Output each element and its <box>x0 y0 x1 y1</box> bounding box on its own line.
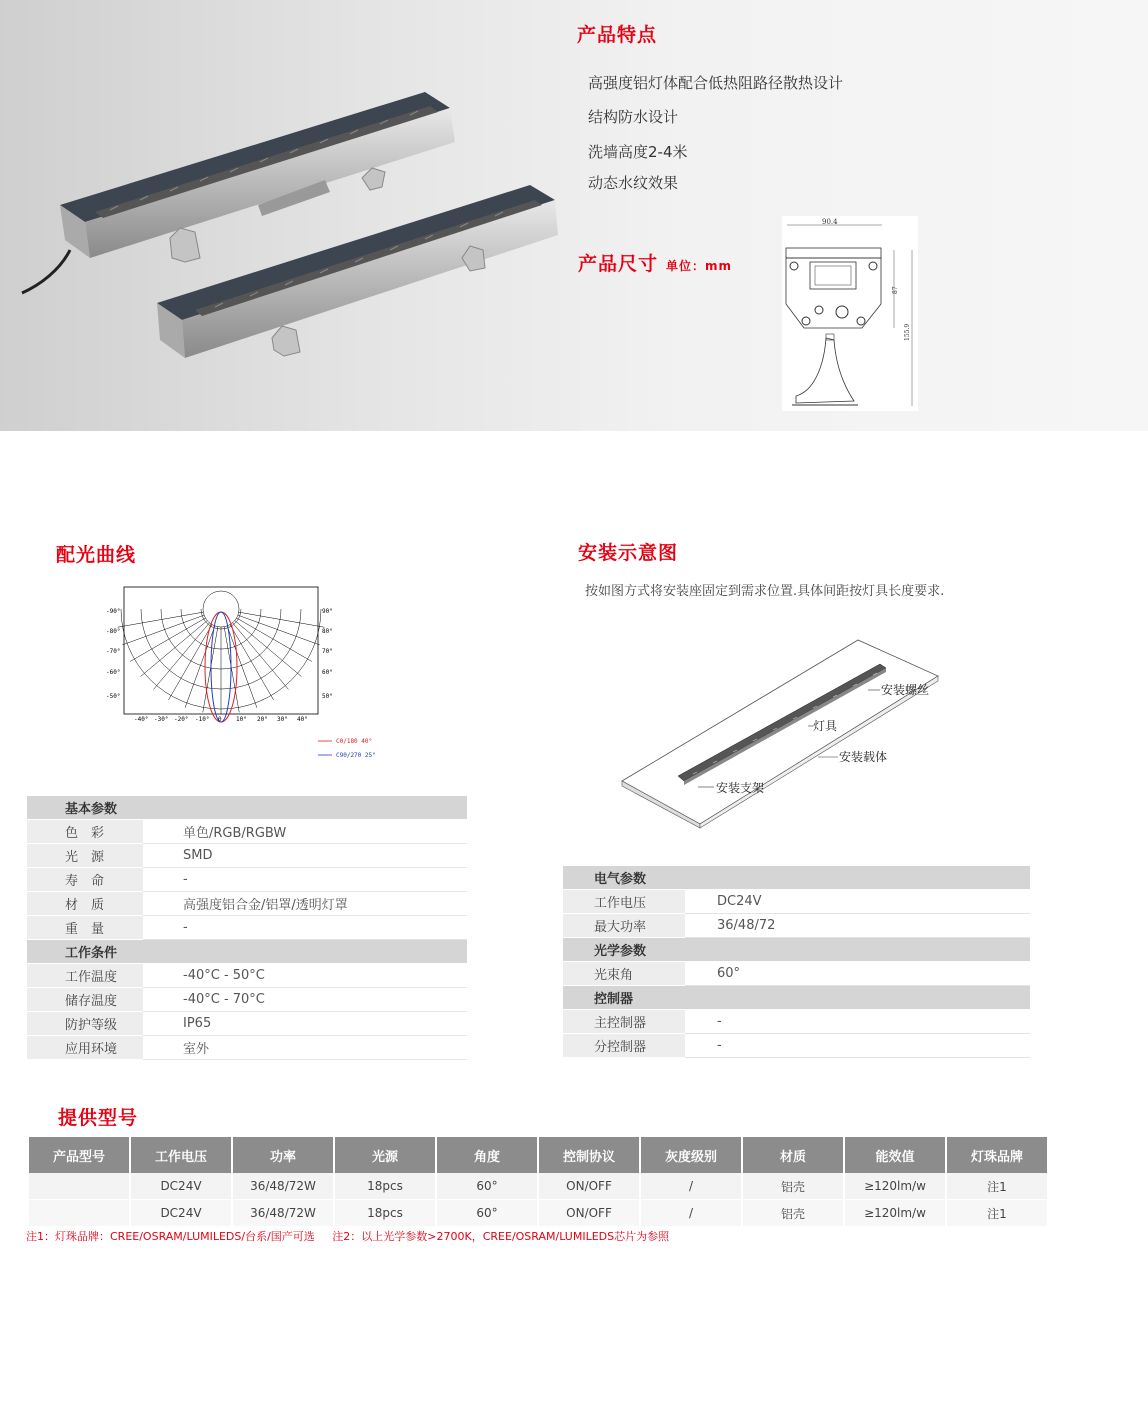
feature-item-3: 洗墙高度2-4米 <box>588 143 688 161</box>
column-header: 控制协议 <box>539 1137 639 1173</box>
table-row <box>563 1034 1030 1058</box>
bottom-angle-label: 40° <box>297 716 308 723</box>
table-cell: 36/48/72W <box>233 1200 333 1227</box>
left-angle-label: -90° <box>106 608 121 615</box>
dim-height-total: 155.9 <box>904 323 911 341</box>
left-angle-label: -70° <box>106 648 121 655</box>
column-header: 角度 <box>437 1137 537 1173</box>
table-row <box>27 892 467 916</box>
bottom-angle-label: 0 <box>218 716 222 723</box>
table-cell: DC24V <box>131 1173 231 1200</box>
dimension-drawing <box>782 216 918 411</box>
models-table <box>27 1137 1049 1227</box>
left-angle-label: -50° <box>106 693 121 700</box>
models-header-row <box>29 1137 1047 1173</box>
column-header: 功率 <box>233 1137 333 1173</box>
electric-params-header: 电气参数 <box>563 866 1030 890</box>
table-section-header <box>563 938 1030 962</box>
legend-c0: C0/180 40° <box>336 738 373 745</box>
light-distribution-chart <box>100 585 390 765</box>
product-image <box>0 0 580 431</box>
column-header: 能效值 <box>845 1137 945 1173</box>
work-conditions-header: 工作条件 <box>27 940 467 964</box>
left-angle-label: -80° <box>106 628 121 635</box>
optical-params-header: 光学参数 <box>563 938 1030 962</box>
param-value: 单色/RGB/RGBW <box>143 820 467 844</box>
table-row <box>563 962 1030 986</box>
bottom-angle-label: -20° <box>174 716 189 723</box>
table-row <box>29 1200 1047 1227</box>
models-title: 提供型号 <box>58 1107 139 1129</box>
dimensions-unit: 单位：mm <box>666 259 733 273</box>
controller-header: 控制器 <box>563 986 1030 1010</box>
table-cell: DC24V <box>131 1200 231 1227</box>
right-angle-label: 80° <box>322 628 333 635</box>
param-value: - <box>143 868 467 892</box>
table-cell: / <box>641 1173 741 1200</box>
param-key: 色 彩 <box>27 820 143 844</box>
param-key: 工作温度 <box>27 964 143 988</box>
table-cell: 18pcs <box>335 1200 435 1227</box>
param-key: 主控制器 <box>563 1010 685 1034</box>
footnote-1: 注1：灯珠品牌：CREE/OSRAM/LUMILEDS/台系/国产可选 <box>26 1230 315 1243</box>
table-cell: ≥120lm/w <box>845 1173 945 1200</box>
left-angle-label: -60° <box>106 669 121 676</box>
hero-banner <box>0 0 1148 431</box>
param-key: 储存温度 <box>27 988 143 1012</box>
right-angle-label: 50° <box>322 693 333 700</box>
bottom-angle-label: 30° <box>277 716 288 723</box>
column-header: 光源 <box>335 1137 435 1173</box>
table-row <box>563 914 1030 938</box>
param-value: 60° <box>685 962 1030 986</box>
table-row <box>563 1010 1030 1034</box>
table-row <box>27 988 467 1012</box>
param-value: - <box>143 916 467 940</box>
legend-c90: C90/270 25° <box>336 752 376 759</box>
install-label-fixture: 灯具 <box>813 719 838 733</box>
param-value: - <box>685 1034 1030 1058</box>
install-diagram <box>618 636 948 836</box>
param-value: 36/48/72 <box>685 914 1030 938</box>
bottom-angle-label: -40° <box>134 716 149 723</box>
param-value: DC24V <box>685 890 1030 914</box>
feature-item-2: 结构防水设计 <box>588 108 679 126</box>
table-row <box>29 1173 1047 1200</box>
param-key: 工作电压 <box>563 890 685 914</box>
param-value: - <box>685 1010 1030 1034</box>
table-cell <box>29 1173 129 1200</box>
electric-params-table <box>563 866 1030 1058</box>
table-cell: ≥120lm/w <box>845 1200 945 1227</box>
bottom-angle-label: -10° <box>195 716 210 723</box>
table-cell: 18pcs <box>335 1173 435 1200</box>
install-label-bracket: 安装支架 <box>716 781 765 795</box>
table-row <box>27 868 467 892</box>
table-cell: 注1 <box>947 1173 1047 1200</box>
param-key: 材 质 <box>27 892 143 916</box>
grid-center <box>203 591 239 627</box>
column-header: 产品型号 <box>29 1137 129 1173</box>
column-header: 工作电压 <box>131 1137 231 1173</box>
table-cell: 60° <box>437 1173 537 1200</box>
dimensions-title-text: 产品尺寸 <box>578 253 659 275</box>
table-row <box>27 964 467 988</box>
table-row <box>27 844 467 868</box>
param-value: -40°C - 70°C <box>143 988 467 1012</box>
table-section-header <box>563 866 1030 890</box>
dim-height-inner: 87 <box>892 286 899 294</box>
table-cell <box>29 1200 129 1227</box>
param-key: 最大功率 <box>563 914 685 938</box>
bottom-angle-label: 10° <box>236 716 247 723</box>
column-header: 灯珠品牌 <box>947 1137 1047 1173</box>
table-section-header <box>27 796 467 820</box>
dimensions-title <box>578 249 732 276</box>
bottom-angle-label: 20° <box>257 716 268 723</box>
table-cell: 60° <box>437 1200 537 1227</box>
right-angle-label: 90° <box>322 608 333 615</box>
feature-item-1: 高强度铝灯体配合低热阻路径散热设计 <box>588 74 844 92</box>
footnotes <box>26 1228 669 1244</box>
dim-width-label: 90.4 <box>822 218 838 226</box>
param-key: 应用环境 <box>27 1036 143 1060</box>
feature-item-4: 动态水纹效果 <box>588 174 679 192</box>
install-note: 按如图方式将安装座固定到需求位置.具体间距按灯具长度要求. <box>585 584 945 599</box>
param-value: SMD <box>143 844 467 868</box>
table-row <box>27 820 467 844</box>
table-row <box>27 916 467 940</box>
install-label-screw: 安装螺丝 <box>881 683 930 697</box>
right-angle-label: 70° <box>322 648 333 655</box>
table-row <box>563 890 1030 914</box>
table-row <box>27 1012 467 1036</box>
column-header: 灰度级别 <box>641 1137 741 1173</box>
param-key: 光 源 <box>27 844 143 868</box>
install-label-carrier: 安装载体 <box>839 750 888 764</box>
features-title: 产品特点 <box>577 24 658 46</box>
bottom-angle-label: -30° <box>154 716 169 723</box>
table-row <box>27 1036 467 1060</box>
param-value: 高强度铝合金/铝罩/透明灯罩 <box>143 892 467 916</box>
table-section-header <box>563 986 1030 1010</box>
footnote-2: 注2：以上光学参数>2700K，CREE/OSRAM/LUMILEDS芯片为参照 <box>332 1230 670 1243</box>
table-cell: 铝壳 <box>743 1173 843 1200</box>
right-angle-label: 60° <box>322 669 333 676</box>
table-cell: 铝壳 <box>743 1200 843 1227</box>
table-section-header <box>27 940 467 964</box>
param-value: -40°C - 50°C <box>143 964 467 988</box>
param-value: 室外 <box>143 1036 467 1060</box>
column-header: 材质 <box>743 1137 843 1173</box>
table-cell: / <box>641 1200 741 1227</box>
basic-params-table <box>27 796 467 1060</box>
param-key: 寿 命 <box>27 868 143 892</box>
param-key: 防护等级 <box>27 1012 143 1036</box>
param-key: 重 量 <box>27 916 143 940</box>
table-cell: ON/OFF <box>539 1200 639 1227</box>
light-curve-title: 配光曲线 <box>56 544 137 566</box>
param-key: 光束角 <box>563 962 685 986</box>
param-key: 分控制器 <box>563 1034 685 1058</box>
install-title: 安装示意图 <box>578 542 679 564</box>
table-cell: 36/48/72W <box>233 1173 333 1200</box>
table-cell: ON/OFF <box>539 1173 639 1200</box>
basic-params-header: 基本参数 <box>27 796 467 820</box>
table-cell: 注1 <box>947 1200 1047 1227</box>
param-value: IP65 <box>143 1012 467 1036</box>
